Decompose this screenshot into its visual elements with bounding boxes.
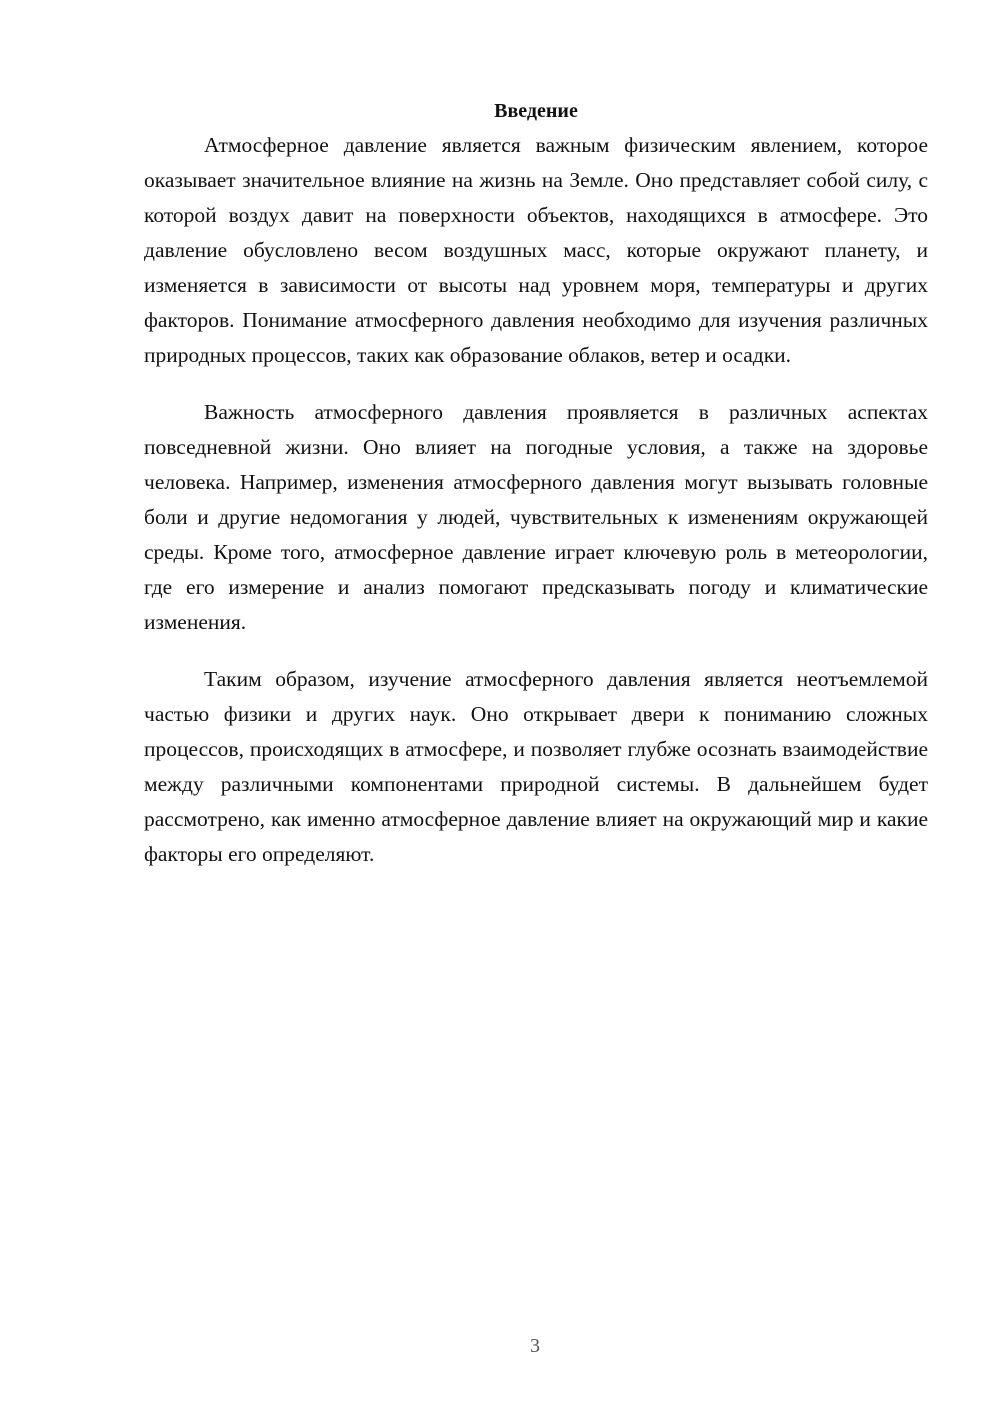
paragraph-3: Таким образом, изучение атмосферного давления является неотъемлемой частью физики и других наук. Оно открывает двери к пониманию сложных процессов, происходящих в атмосфере, и позволяет глубже осознать взаимодействие между различными компонентами природной системы. В дальнейшем будет рассмотрено, как именно атмосферное давление влияет на окружающий мир и какие факторы его определяют. [144, 667, 928, 866]
page-number: 3 [530, 1335, 540, 1357]
page-content [144, 96, 928, 894]
paragraph-2: Важность атмосферного давления проявляется в различных аспектах повседневной жизни. Оно влияет на погодные условия, а также на здоровье человека. Например, изменения атмосферного давления могут вызывать головные боли и другие недомогания у людей, чувствительных к изменениям окружающей среды. Кроме того, атмосферное давление играет ключевую роль в метеорологии, где его измерение и анализ помогают предсказывать погоду и климатические изменения. [144, 400, 928, 634]
section-heading: Введение [494, 100, 578, 122]
paragraph-1: Атмосферное давление является важным физическим явлением, которое оказывает значительное влияние на жизнь на Земле. Оно представляет собой силу, с которой воздух давит на поверхности объектов, находящихся в атмосфере. Это давление обусловлено весом воздушных масс, которые окружают планету, и изменяется в зависимости от высоты над уровнем моря, температуры и других факторов. Понимание атмосферного давления необходимо для изучения различных природных процессов, таких как образование облаков, ветер и осадки. [144, 133, 928, 367]
